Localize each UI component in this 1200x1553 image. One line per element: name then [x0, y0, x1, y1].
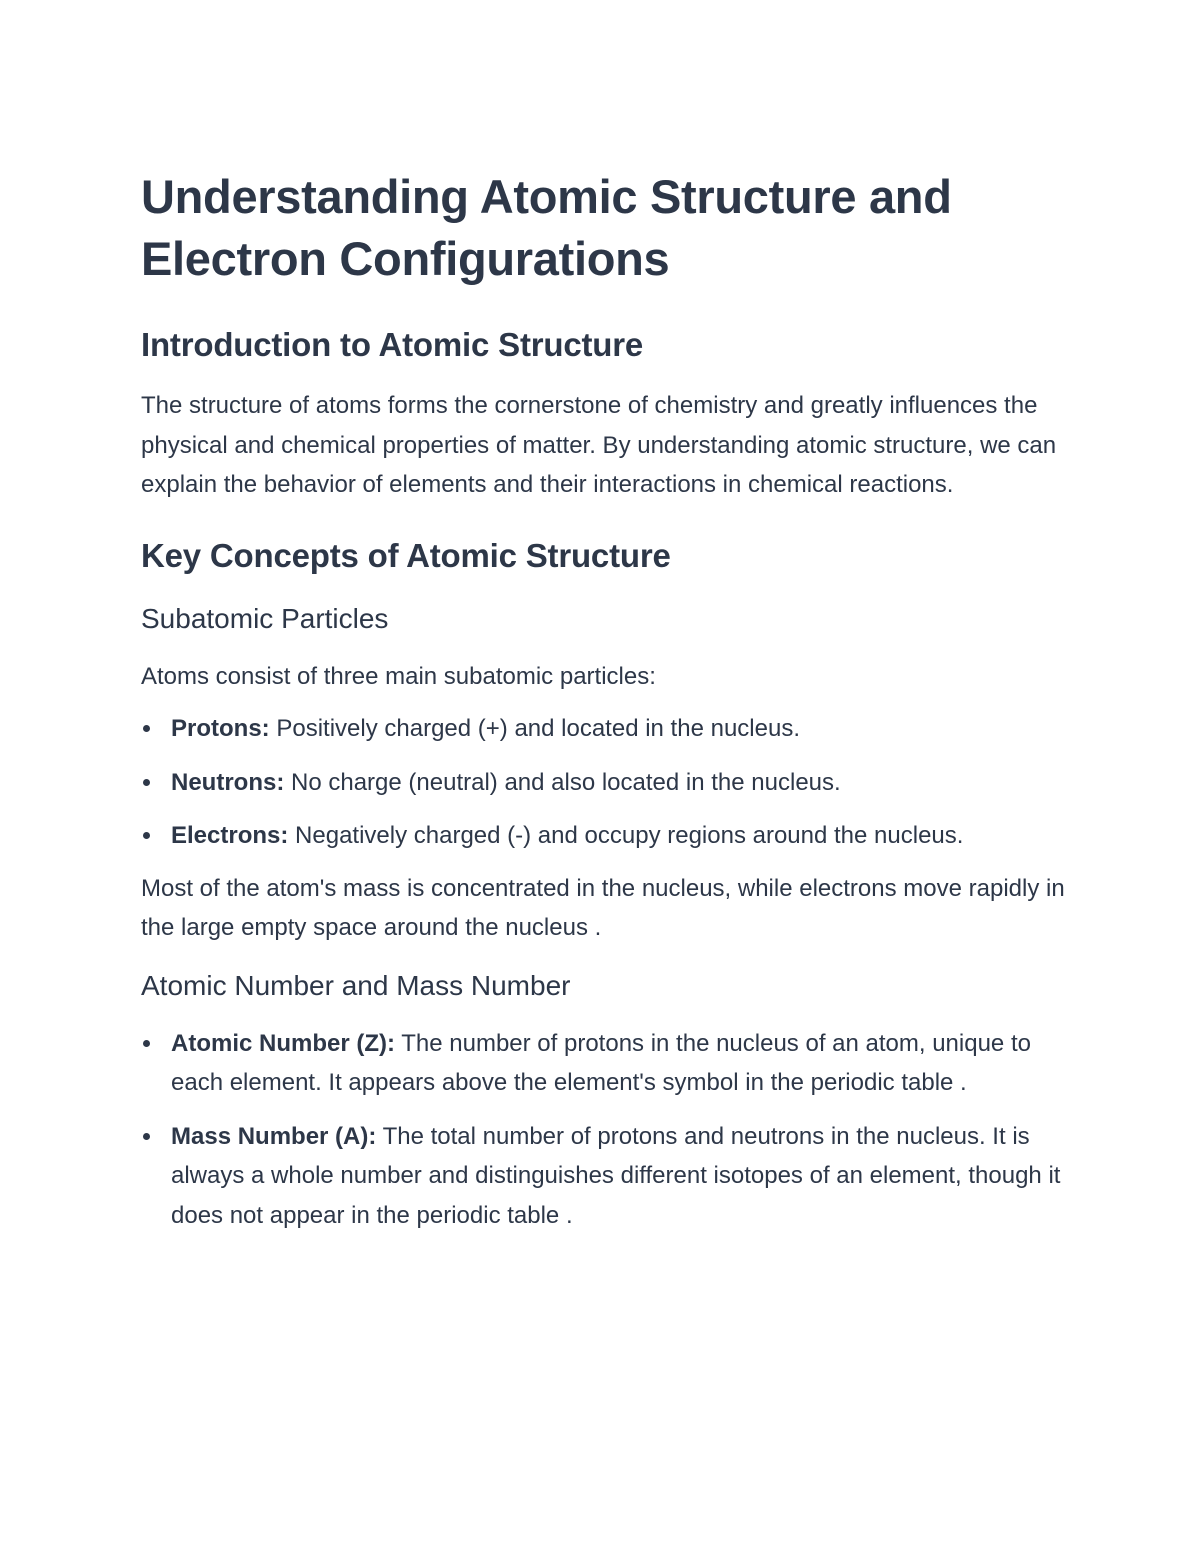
- list-item-term: Atomic Number (Z):: [171, 1029, 395, 1057]
- subheading-atomic-number-mass-number: Atomic Number and Mass Number: [141, 969, 571, 1001]
- list-item-mass-number: [141, 1117, 1071, 1236]
- list-item-term: Electrons:: [171, 822, 289, 849]
- list-item-term: Neutrons:: [171, 768, 285, 796]
- document-page: [141, 166, 1071, 1235]
- intro-paragraph: The structure of atoms forms the cornerstone of chemistry and greatly influences the physical and chemical properties of matter. By understanding atomic structure, we can explain the behavior of elements and their interactions in chemical reactions.: [141, 392, 1057, 498]
- list-item-text: Negatively charged (-) and occupy regions around the nucleus.: [288, 822, 964, 849]
- subatomic-lead-paragraph: Atoms consist of three main subatomic particles:: [141, 662, 656, 690]
- section-heading-key-concepts: Key Concepts of Atomic Structure: [141, 536, 671, 574]
- subheading-subatomic-particles: Subatomic Particles: [141, 602, 389, 634]
- list-item-text: The total number of protons and neutrons in the nucleus. It is always a whole number and distinguishes different isotopes of an element, though it does not appear in the periodic table .: [171, 1122, 1061, 1229]
- list-item-term: Mass Number (A):: [171, 1122, 377, 1150]
- list-item-protons: [141, 709, 1071, 749]
- bullet-icon: [143, 832, 150, 839]
- bullet-icon: [143, 1133, 150, 1140]
- bullet-icon: [143, 725, 150, 732]
- list-item-term: Protons:: [171, 715, 270, 742]
- bullet-icon: [143, 1040, 150, 1047]
- document-title: Understanding Atomic Structure and Electron Configurations: [141, 170, 952, 285]
- section-heading-intro: Introduction to Atomic Structure: [141, 326, 644, 363]
- bullet-icon: [143, 779, 150, 786]
- numbers-list: [141, 1024, 1071, 1236]
- list-item-electrons: [141, 816, 1071, 856]
- list-item-text: The number of protons in the nucleus of an atom, unique to each element. It appears above the element's symbol in the periodic table .: [171, 1029, 1031, 1096]
- list-item-text: Positively charged (+) and located in the nucleus.: [269, 715, 800, 742]
- list-item-neutrons: [141, 763, 1071, 803]
- subatomic-particles-list: [141, 709, 1071, 856]
- list-item-text: No charge (neutral) and also located in the nucleus.: [284, 768, 841, 796]
- subatomic-closing-paragraph: Most of the atom's mass is concentrated in the nucleus, while electrons move rapidly in the large empty space around the nucleus .: [141, 874, 1065, 941]
- list-item-atomic-number: [141, 1024, 1071, 1103]
